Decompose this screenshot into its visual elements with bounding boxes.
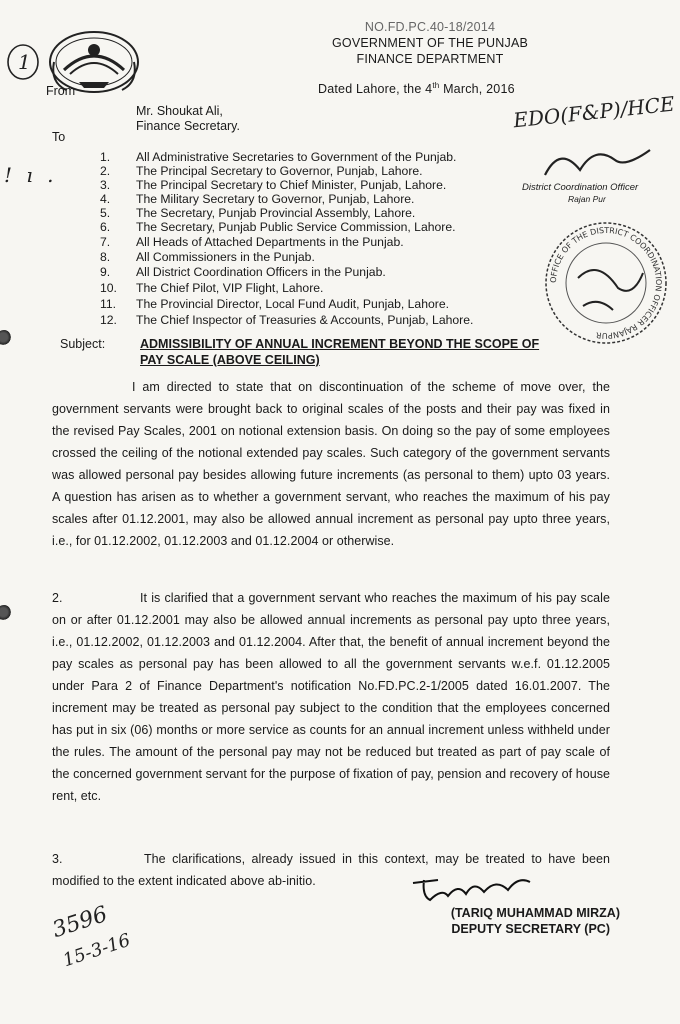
punch-hole bbox=[0, 330, 12, 346]
signature-scribble bbox=[408, 868, 538, 908]
handwritten-initials bbox=[540, 140, 660, 180]
recipient-item: 9. All District Coordination Officers in the Punjab. bbox=[100, 265, 386, 279]
subject-line-2: PAY SCALE (ABOVE CEILING) bbox=[140, 353, 320, 367]
handwritten-receipt-number: 3596 bbox=[49, 901, 111, 944]
stamp-place: Rajan Pur bbox=[568, 194, 606, 204]
sender-name: Mr. Shoukat Ali, bbox=[136, 104, 223, 118]
stamp-ring-text: OFFICE OF THE DISTRICT COORDINATION OFFICER RAJANPUR bbox=[548, 225, 664, 341]
department-name: FINANCE DEPARTMENT bbox=[356, 52, 504, 66]
signatory-name: (TARIQ MUHAMMAD MIRZA) bbox=[450, 906, 620, 920]
recipient-item: 3. The Principal Secretary to Chief Minister, Punjab, Lahore. bbox=[100, 178, 447, 192]
recipient-item: 6. The Secretary, Punjab Public Service Commission, Lahore. bbox=[100, 220, 456, 234]
receipt-stamp bbox=[538, 218, 674, 348]
recipient-item: 8. All Commissioners in the Punjab. bbox=[100, 250, 315, 264]
paragraph-3: The clarifications, already issued in this context, may be treated to have been modified to the extent indicated above ab-initio. bbox=[52, 852, 610, 888]
recipient-item: 11. The Provincial Director, Local Fund Audit, Punjab, Lahore. bbox=[100, 297, 449, 311]
recipient-item: 7. All Heads of Attached Departments in the Punjab. bbox=[100, 235, 404, 249]
organization-name: GOVERNMENT OF THE PUNJAB bbox=[331, 36, 529, 50]
handwritten-note: EDO(F&P)/HCE bbox=[512, 91, 676, 133]
signatory-title: DEPUTY SECRETARY (PC) bbox=[451, 922, 610, 936]
subject-line-1: ADMISSIBILITY OF ANNUAL INCREMENT BEYOND THE SCOPE OF bbox=[140, 337, 540, 351]
to-label: To bbox=[52, 130, 66, 144]
recipient-item: 10. The Chief Pilot, VIP Flight, Lahore. bbox=[100, 281, 324, 295]
paragraph-2-number: 2. bbox=[52, 591, 63, 605]
subject-label: Subject: bbox=[60, 337, 106, 351]
recipient-item: 4. The Military Secretary to Governor, Punjab, Lahore. bbox=[100, 192, 415, 206]
date-line: Dated Lahore, the 4th March, 2016 bbox=[318, 81, 515, 97]
reference-number: NO.FD.PC.40-18/2014 bbox=[364, 20, 496, 34]
handwritten-receipt-date: 15-3-16 bbox=[60, 929, 133, 972]
punch-hole bbox=[0, 605, 12, 621]
stamp-office: District Coordination Officer bbox=[522, 182, 639, 193]
from-label: From bbox=[46, 84, 76, 98]
paragraph-1: I am directed to state that on discontinuation of the scheme of move over, the government servants were brought back to original scales of the posts and their pay was fixed in the revised Pay Scales, 2001 on notional extension basis. On doing so the pay of some employees crossed the ceiling of the notional extended pay scales. Such category of the government servants was allowed personal pay besides allowing future increments (as personal to them) upto 03 years. A question has arisen as to whether a government servant, who reaches the maximum of his pay scales after 01.12.2001, may also be allowed annual increment as personal pay upto three years, i.e., for 01.12.2002, 01.12.2003 and 01.12.2004 or otherwise. bbox=[52, 380, 610, 548]
handwritten-tick-marks: ! ı . bbox=[4, 163, 58, 187]
recipient-item: 12. The Chief Inspector of Treasuries & Accounts, Punjab, Lahore. bbox=[100, 313, 474, 327]
recipient-item: 2. The Principal Secretary to Governor, Punjab, Lahore. bbox=[100, 164, 423, 178]
handwritten-circled-number: 1 bbox=[5, 42, 41, 82]
recipient-item: 5. The Secretary, Punjab Provincial Assembly, Lahore. bbox=[100, 206, 416, 220]
sender-title: Finance Secretary. bbox=[136, 119, 240, 133]
paragraph-3-number: 3. bbox=[52, 852, 63, 866]
paragraph-2: It is clarified that a government servant who reaches the maximum of his pay scale on or after 01.12.2001 may also be allowed annual increments as personal pay upto three years, i.e., 01.12.2002, 01.12.2003 and 01.12.2004. After that, the benefit of annual increment beyond the pay scales as personal pay has been allowed to all the government servants w.e.f. 01.12.2005 under Para 2 of Finance Department's notification No.FD.PC.2-1/2005 dated 16.01.2007. The increment may be treated as personal pay subject to the condition that the employees concerned has put in six (06) months or more service as counts for an annual increment unless withheld under the rules. The amount of the personal pay may not be reduced but treated as part of pay scale of the concerned government servant for the purpose of fixation of pay, pension and recovery of house rent, etc. bbox=[52, 591, 610, 803]
recipient-item: 1. All Administrative Secretaries to Government of the Punjab. bbox=[100, 150, 457, 164]
